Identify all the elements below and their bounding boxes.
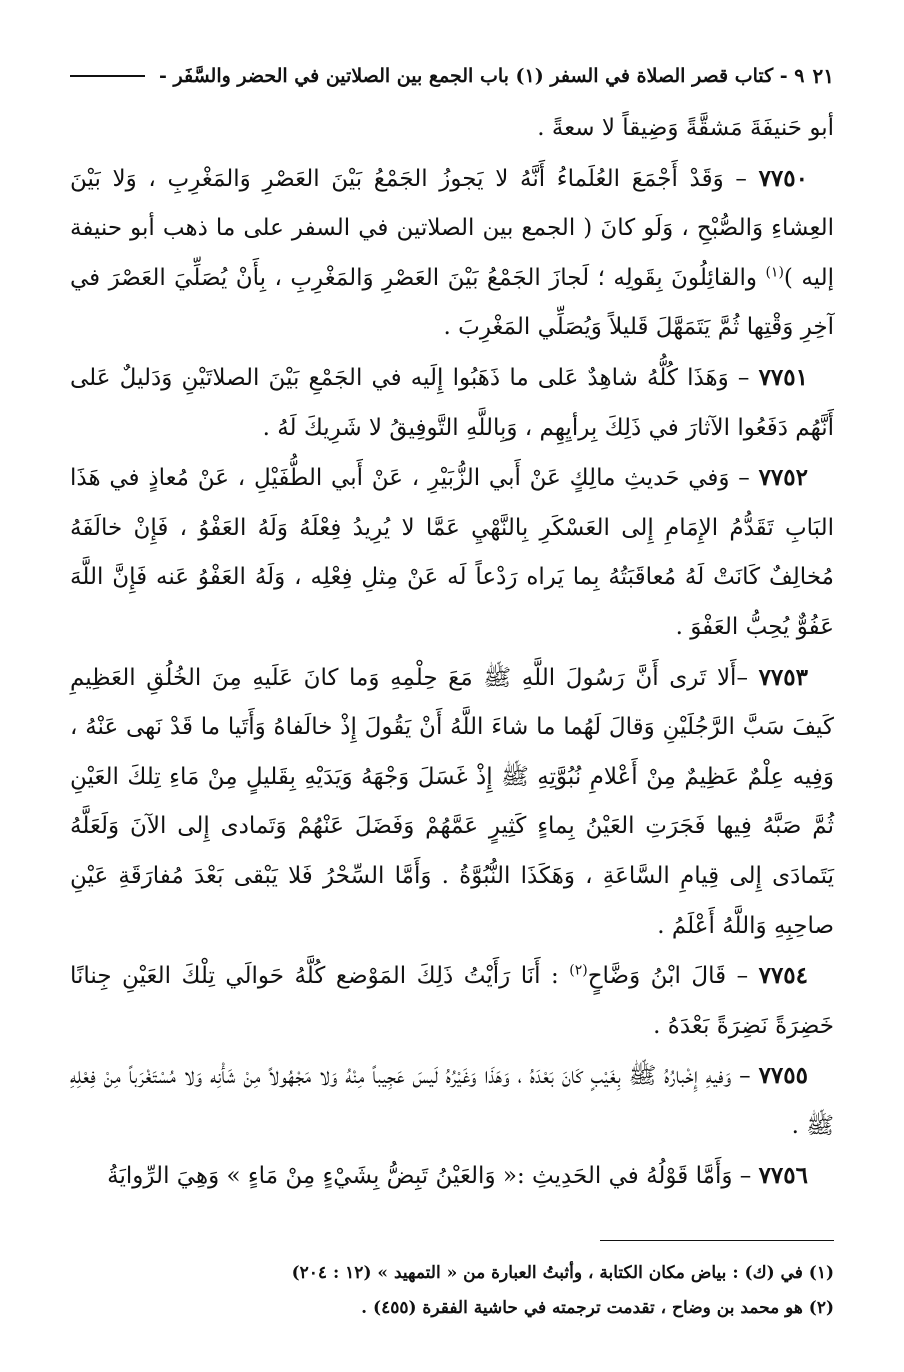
paragraph-number: ٧٧٥٣ <box>758 663 808 691</box>
running-head-title: ٩ - كتاب قصر الصلاة في السفر (١) باب الجمع بين الصلاتين في الحضر والسَّفَر - <box>158 65 805 87</box>
paragraph-number: ٧٧٥٦ <box>758 1162 808 1190</box>
paragraph-number: ٧٧٥٤ <box>758 962 809 990</box>
paragraph-text-after: : أَنَا رَأَيْتُ ذَلِكَ المَوْضع كُلَّهُ حَوالَي تِلْكَ العَيْنِ جِنانًا خَضِرَةً نَضِرَةً بَعْدَهُ . <box>70 963 834 1039</box>
paragraph-number: ٧٧٥٥ <box>758 1062 808 1090</box>
footnote-marker-1: (١) <box>765 264 784 281</box>
paragraph-7755 <box>70 1051 834 1151</box>
footnote-1: (١) في (ك) : بياض مكان الكتابة ، وأثبتُ العبارة من « التمهيد » (١٢ : ٢٠٤) <box>291 1263 834 1283</box>
paragraph-text: – وَفي حَديثِ مالِكٍ عَنْ أَبي الزُّبَيْرِ ، عَنْ أَبي الطُّفَيْلِ ، عَنْ مُعاذٍ في هَذَا البَابِ تَقَدُّمُ الإِمَامِ إِلى العَسْكَرِ بِالنَّهْيِ عَمَّا لا يُرِيدُ فِعْلَهُ وَلَهُ العَفْوُ ، فَإِنْ خالَفَهُ مُخالِفٌ كَانَتْ لَهُ مُعاقَبَتُهُ بِما يَراه رَدْعاً لَه عَنْ مِثلِ فِعْلِه ، وَلَهُ العَفْوُ عَنه فَإِنَّ اللَّهَ عَفُوٌّ يُحِبُّ العَفْوَ . <box>70 465 834 640</box>
paragraph-continuation <box>70 104 834 154</box>
paragraph-text: – قَالَ ابْنُ وَضَّاحٍ <box>587 963 759 990</box>
paragraph-number: ٧٧٥٠ <box>758 164 808 192</box>
main-text <box>70 104 834 1202</box>
paragraph-7751 <box>70 353 834 453</box>
paragraph-text: أبو حَنيفَةَ مَشقَّةً وَضِيقاً لا سعةً . <box>537 115 834 141</box>
footnotes <box>70 1256 834 1326</box>
paragraph-number: ٧٧٥١ <box>758 363 808 391</box>
paragraph-text: – وَفيهِ إِخْبارُهُ ﷺ بِغَيْبٍ كَانَ بَعْدَهُ ، وَهَذَا وَغَيْرُهُ لَيسَ عَجِيباً مِنْهُ وَلا مَجْهُولاً مِنْ شَأْنِه وَلا مُسْتَغْرَباً مِنْ فِعْلِهِ ﷺ . <box>70 1063 834 1139</box>
paragraph-7756 <box>70 1151 834 1202</box>
paragraph-7752 <box>70 453 834 652</box>
paragraph-text: – وَهَذَا كُلُّهُ شاهِدٌ عَلى ما ذَهَبُوا إِلَيه في الجَمْعِ بَيْنَ الصلاتَيْنِ وَدَليلٌ عَلى أَنَّهُم دَفَعُوا الآثارَ في ذَلِكَ بِرأيِهِم ، وَبِاللَّهِ التَّوفِيقُ لا شَرِيكَ لَهُ . <box>70 364 834 441</box>
page-number: ٢١ <box>812 64 834 88</box>
paragraph-text: – وَأَمَّا قَوْلُهُ في الحَدِيثِ :« وَالعَيْنُ تَبِضُّ بِشَيْءٍ مِنْ مَاءٍ » وَهِيَ الرِّوايَةُ <box>107 1163 759 1190</box>
paragraph-7750 <box>70 154 834 353</box>
footnote-marker-2: (٢) <box>569 962 588 979</box>
paragraph-text: – وَقَدْ أَجْمَعَ العُلَماءُ أَنَّهُ لا يَجوزُ الجَمْعُ بَيْنَ العَصْرِ وَالمَغْرِبِ ، وَلا بَيْنَ العِشاءِ وَالصُّبْحِ ، وَلَو كانَ ( الجمع بين الصلاتين في السفر على ما ذهب أبو حنيفة إليه ) <box>70 165 834 291</box>
paragraph-7753 <box>70 653 834 952</box>
running-head-rule <box>70 75 145 77</box>
running-head <box>70 58 834 94</box>
paragraph-text-after: والقائِلُونَ بِقَولِه ؛ لَجازَ الجَمْعُ بَيْنَ العَصْرِ وَالمَغْرِبِ ، بِأَنْ يُصَلِّيَ العَصْرَ في آخِرِ وَقْتِها ثُمَّ يَتَمَهَّلَ قَليلاً وَيُصَلِّي المَغْرِبَ . <box>70 264 834 341</box>
footnote-2: (٢) هو محمد بن وضاح ، تقدمت ترجمته في حاشية الفقرة (٤٥٥) . <box>361 1298 834 1318</box>
footnote-separator <box>600 1240 834 1241</box>
paragraph-number: ٧٧٥٢ <box>758 464 808 492</box>
paragraph-7754 <box>70 951 834 1051</box>
paragraph-text: –أَلا تَرى أَنَّ رَسُولَ اللَّهِ ﷺ مَعَ حِلْمِهِ وَما كانَ عَلَيهِ مِنَ الخُلُقِ العَظِيمِ كَيفَ سَبَّ الرَّجُلَيْنِ وَقالَ لَهُما ما شاءَ اللَّهُ أَنْ يَقُولَ إِذْ خالَفاهُ وَأَتَيا ما قَدْ نَهى عَنْهُ ، وَفِيه عِلْمٌ عَظِيمٌ مِنْ أَعْلامِ نُبُوَّتِهِ ﷺ إِذْ غَسَلَ وَجْهَهُ وَيَدَيْهِ بِقَليلٍ مِنْ مَاءِ تِلكَ العَيْنِ ثُمَّ صَبَّهُ فِيها فَجَرَتِ العَيْنُ بِماءٍ كَثِيرٍ عَمَّهُمْ وَفَضَلَ عَنْهُمْ وَتَمادى إِلى الآنَ وَلَعَلَّهُ يَتَمادَى إِلى قِيامِ السَّاعَةِ ، وَهَكَذَا النُّبُوَّةُ . وَأَمَّا السِّحْرُ فَلا يَبْقى بَعْدَ مُفارَقَةِ عَيْنِ صاحِبِهِ وَاللَّهُ أَعْلَمُ . <box>70 664 834 939</box>
